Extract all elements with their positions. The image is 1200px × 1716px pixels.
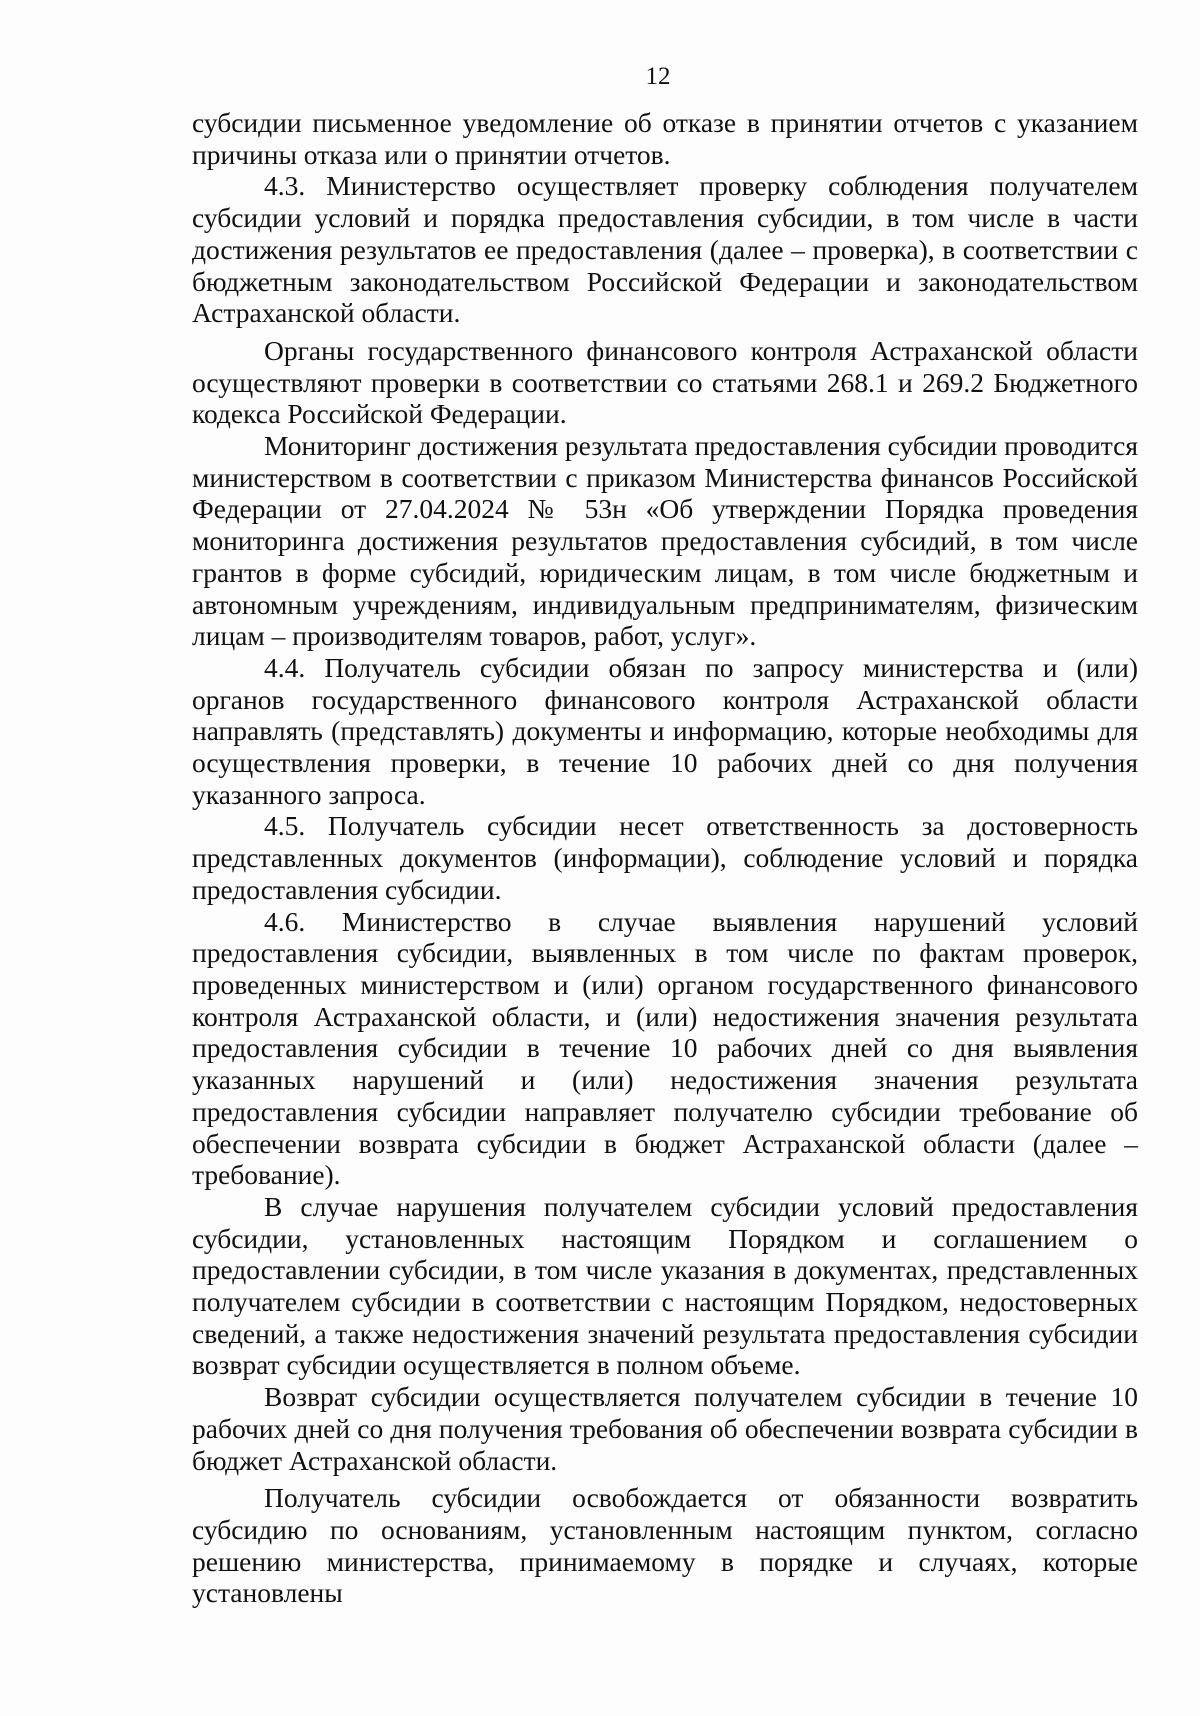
paragraph-4-4: 4.4. Получатель субсидии обязан по запросу министерства и (или) органов государственного финансового контроля Астраханской области направлять (представлять) документы и информацию, которые необходимы для осуществления проверки, в течение 10 рабочих дней со дня получения указанного запроса. [192, 651, 1138, 810]
paragraph-monitoring: Мониторинг достижения результата предоставления субсидии проводится министерством в соответствии с приказом Министерства финансов Российской Федерации от 27.04.2024 № 53н «Об утверждении Порядка проведения мониторинга достижения результатов предоставления субсидий, в том числе грантов в форме субсидий, юридическим лицам, в том числе бюджетным и автономным учреждениям, индивидуальным предпринимателям, физическим лицам – производителям товаров, работ, услуг». [192, 430, 1138, 652]
paragraph-control-organs: Органы государственного финансового контроля Астраханской области осуществляют проверки в соответствии со статьями 268.1 и 269.2 Бюджетного кодекса Российской Федерации. [192, 334, 1138, 430]
paragraph-exemption: Получатель субсидии освобождается от обязанности возвратить субсидию по основаниям, установленным настоящим пунктом, согласно решению министерства, принимаемому в порядке и случаях, которые установлены [192, 1482, 1138, 1609]
paragraph-return-term: Возврат субсидии осуществляется получателем субсидии в течение 10 рабочих дней со дня получения требования об обеспечении возврата субсидии в бюджет Астраханской области. [192, 1381, 1138, 1476]
paragraph-4-3: 4.3. Министерство осуществляет проверку соблюдения получателем субсидии условий и порядка предоставления субсидии, в том числе в части достижения результатов ее предоставления (далее – проверка), в соответствии с бюджетным законодательством Российской Федерации и законодательством Астраханской области. [192, 170, 1138, 329]
page-number: 12 [645, 63, 671, 90]
paragraph-continuation: субсидии письменное уведомление об отказе в принятии отчетов с указанием причины отказа или о принятии отчетов. [192, 107, 1138, 170]
paragraph-violation-case: В случае нарушения получателем субсидии условий предоставления субсидии, установленных настоящим Порядком и соглашением о предоставлении субсидии, в том числе указания в документах, представленных получателем субсидии в соответствии с настоящим Порядком, недостоверных сведений, а также недостижения значений результата предоставления субсидии возврат субсидии осуществляется в полном объеме. [192, 1190, 1138, 1381]
document-body [192, 107, 1138, 1609]
paragraph-4-5: 4.5. Получатель субсидии несет ответственность за достоверность представленных документов (информации), соблюдение условий и порядка предоставления субсидии. [192, 810, 1138, 905]
paragraph-4-6: 4.6. Министерство в случае выявления нарушений условий предоставления субсидии, выявленных в том числе по фактам проверок, проведенных министерством и (или) органом государственного финансового контроля Астраханской области, и (или) недостижения значения результата предоставления субсидии в течение 10 рабочих дней со дня выявления указанных нарушений и (или) недостижения значения результата предоставления субсидии направляет получателю субсидии требование об обеспечении возврата субсидии в бюджет Астраханской области (далее – требование). [192, 905, 1138, 1191]
